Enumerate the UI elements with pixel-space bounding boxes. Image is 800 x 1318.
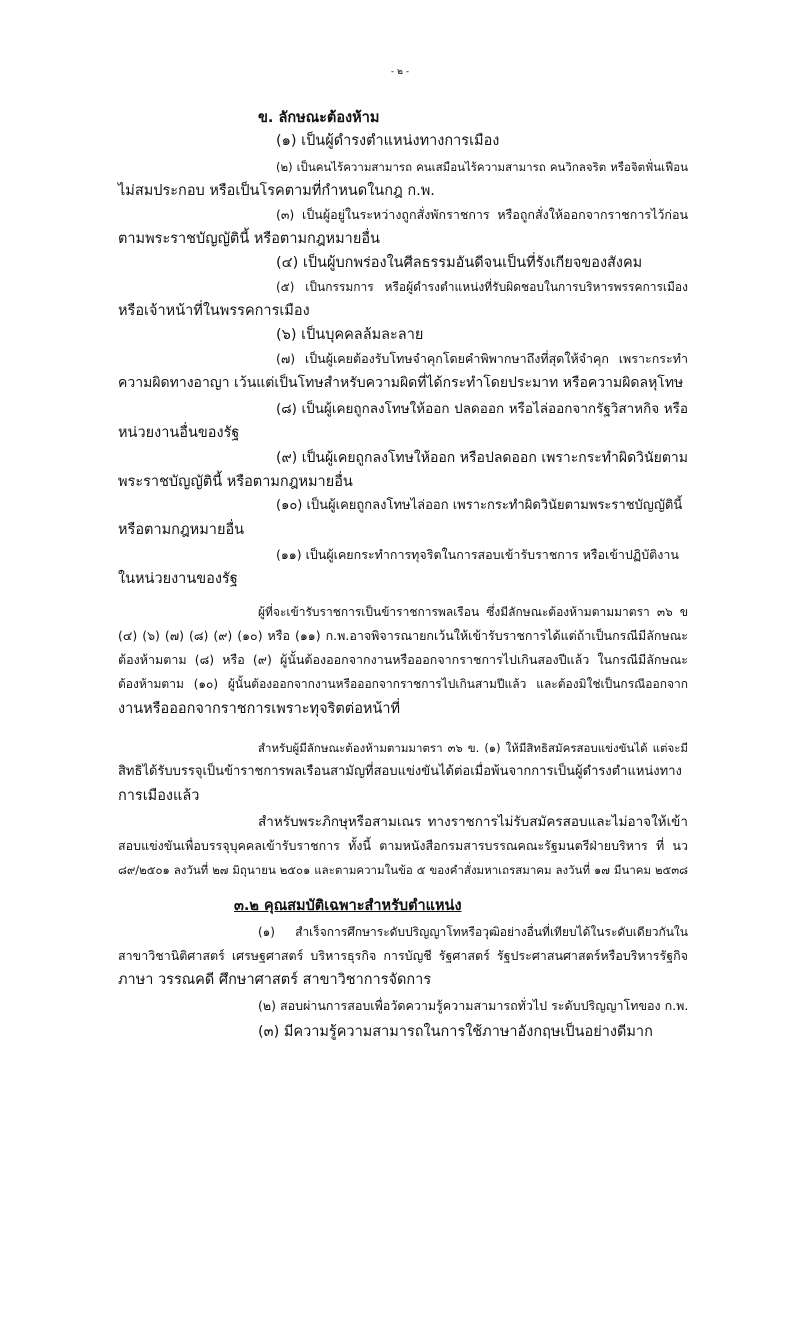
exemption-paragraph-line3: ต้องห้ามตาม (๘) หรือ (๙) ผู้นั้นต้องออกจากงานหรือออกจากราชการไปเกินสองปีแล้ว ในกรณีมีลักษณะ [118, 652, 688, 667]
qualification-item-2: (๒) สอบผ่านการสอบเพื่อวัดความรู้ความสามารถทั่วไป ระดับปริญญาโทของ ก.พ. [258, 998, 689, 1013]
qualification-item-1-line1: (๑) สำเร็จการศึกษาระดับปริญญาโทหรือวุฒิอย่างอื่นที่เทียบได้ในระดับเดียวกันใน [258, 925, 688, 939]
prohibition-item-8-line1: (๘) เป็นผู้เคยถูกลงโทษให้ออก ปลดออก หรือไล่ออกจากรัฐวิสาหกิจ หรือ [276, 401, 688, 417]
section-kho-heading: ข. ลักษณะต้องห้าม [258, 110, 380, 126]
political-position-paragraph-line1: สำหรับผู้มีลักษณะต้องห้ามตามมาตรา ๓๖ ข. (๑) ให้มีสิทธิสมัครสอบแข่งขันได้ แต่จะมี [258, 741, 688, 755]
prohibition-item-10-line2: หรือตามกฎหมายอื่น [118, 522, 245, 538]
prohibition-item-2-line2: ไม่สมประกอบ หรือเป็นโรคตามที่กำหนดในกฎ ก.พ. [118, 183, 435, 199]
prohibition-item-7-line2: ความผิดทางอาญา เว้นแต่เป็นโทษสำหรับความผิดที่ได้กระทำโดยประมาท หรือความผิดลหุโทษ [118, 375, 684, 391]
prohibition-item-2-line1: (๒) เป็นคนไร้ความสามารถ คนเสมือนไร้ความสามารถ คนวิกลจริต หรือจิตฟั่นเฟือน [276, 160, 688, 174]
monk-paragraph-line2: สอบแข่งขันเพื่อบรรจุบุคคลเข้ารับราชการ ทั้งนี้ ตามหนังสือกรมสารบรรณคณะรัฐมนตรีฝ่ายบริหาร ที่ นว [118, 838, 688, 853]
prohibition-item-10-line1: (๑๐) เป็นผู้เคยถูกลงโทษไล่ออก เพราะกระทำผิดวินัยตามพระราชบัญญัตินี้ [276, 498, 683, 513]
prohibition-item-4: (๔) เป็นผู้บกพร่องในศีลธรรมอันดีจนเป็นที่รังเกียจของสังคม [276, 255, 643, 271]
section-3-2-heading: ๓.๒ คุณสมบัติเฉพาะสำหรับตำแหน่ง [234, 898, 462, 914]
prohibition-item-9-line1: (๙) เป็นผู้เคยถูกลงโทษให้ออก หรือปลดออก เพราะกระทำผิดวินัยตาม [276, 450, 688, 466]
exemption-paragraph-line2: (๔) (๖) (๗) (๘) (๙) (๑๐) หรือ (๑๑) ก.พ.อาจพิจารณายกเว้นให้เข้ารับราชการได้แต่ถ้าเป็นกรณีมีลักษณะ [118, 628, 688, 643]
prohibition-item-5-line2: หรือเจ้าหน้าที่ในพรรคการเมือง [118, 303, 310, 319]
prohibition-item-11-line2: ในหน่วยงานของรัฐ [118, 571, 238, 587]
prohibition-item-7-line1: (๗) เป็นผู้เคยต้องรับโทษจำคุกโดยคำพิพากษาถึงที่สุดให้จำคุก เพราะกระทำ [276, 351, 688, 366]
exemption-paragraph-line4: ต้องห้ามตาม (๑๐) ผู้นั้นต้องออกจากงานหรือออกจากราชการไปเกินสามปีแล้ว และต้องมิใช่เป็นกรณีออกจาก [118, 677, 688, 691]
prohibition-item-1: (๑) เป็นผู้ดำรงตำแหน่งทางการเมือง [276, 133, 500, 149]
prohibition-item-5-line1: (๕) เป็นกรรมการ หรือผู้ดำรงตำแหน่งที่รับผิดชอบในการบริหารพรรคการเมือง [276, 280, 688, 294]
prohibition-item-3-line1: (๓) เป็นผู้อยู่ในระหว่างถูกสั่งพักราชการ หรือถูกสั่งให้ออกจากราชการไว้ก่อน [276, 207, 688, 222]
prohibition-item-3-line2: ตามพระราชบัญญัตินี้ หรือตามกฎหมายอื่น [118, 231, 380, 247]
exemption-paragraph-line5: งานหรือออกจากราชการเพราะทุจริตต่อหน้าที่ [118, 701, 401, 717]
prohibition-item-8-line2: หน่วยงานอื่นของรัฐ [118, 425, 240, 441]
qualification-item-1-line2: สาขาวิชานิติศาสตร์ เศรษฐศาสตร์ บริหารธุรกิจ การบัญชี รัฐศาสตร์ รัฐประศาสนศาสตร์หรือบริหารรัฐกิจ [118, 948, 688, 963]
page-number: - ๒ - [390, 67, 410, 77]
prohibition-item-9-line2: พระราชบัญญัตินี้ หรือตามกฎหมายอื่น [118, 474, 353, 490]
political-position-paragraph-line2: สิทธิได้รับบรรจุเป็นข้าราชการพลเรือนสามัญที่สอบแข่งขันได้ต่อเมื่อพ้นจากการเป็นผู้ดำรงตำแหน่งทาง [118, 764, 682, 779]
monk-paragraph-line3: ๘๙/๒๕๐๑ ลงวันที่ ๒๗ มิถุนายน ๒๕๐๑ และตามความในข้อ ๕ ของคำสั่งมหาเถรสมาคม ลงวันที่ ๑๗ มีนาคม ๒๕๓๘ [118, 863, 688, 877]
prohibition-item-6: (๖) เป็นบุคคลล้มละลาย [276, 327, 424, 343]
prohibition-item-11-line1: (๑๑) เป็นผู้เคยกระทำการทุจริตในการสอบเข้ารับราชการ หรือเข้าปฏิบัติงาน [276, 547, 679, 562]
political-position-paragraph-line3: การเมืองแล้ว [118, 788, 200, 804]
qualification-item-1-line3: ภาษา วรรณคดี ศึกษาศาสตร์ สาขาวิชาการจัดการ [118, 972, 432, 988]
qualification-item-3: (๓) มีความรู้ความสามารถในการใช้ภาษาอังกฤษเป็นอย่างดีมาก [258, 1024, 653, 1040]
exemption-paragraph-line1: ผู้ที่จะเข้ารับราชการเป็นข้าราชการพลเรือน ซึ่งมีลักษณะต้องห้ามตามมาตรา ๓๖ ข [258, 605, 688, 619]
monk-paragraph-line1: สำหรับพระภิกษุหรือสามเณร ทางราชการไม่รับสมัครสอบและไม่อาจให้เข้า [258, 814, 688, 830]
